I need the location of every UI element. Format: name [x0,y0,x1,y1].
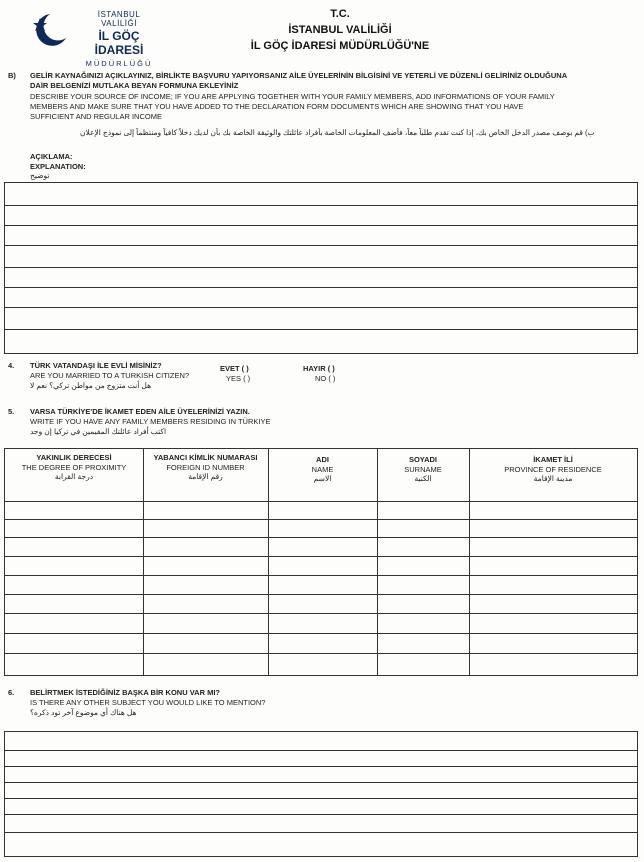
col-header-name [268,455,377,484]
table-row[interactable] [5,653,637,654]
q4-yes-tr[interactable]: EVET ( ) [220,364,249,373]
header-tc: T.C. [330,8,350,20]
table-row[interactable] [5,501,637,502]
logo-line3: MÜDÜRLÜĞÜ [85,59,153,68]
explanation-label-ar: توضيح [30,171,50,180]
writing-line [5,307,637,308]
writing-line [5,832,637,833]
writing-line [5,766,637,767]
q4-ar: هل أنت متزوج من مواطن تركي؟ نعم لا [30,381,152,390]
q6-en: IS THERE ANY OTHER SUBJECT YOU WOULD LIKE TO MENTION? [30,698,266,707]
table-row[interactable] [5,613,637,614]
col-header-en: PROVINCE OF RESIDENCE [504,464,602,474]
header-valilik: İSTANBUL VALİLİĞİ [288,24,392,36]
table-row[interactable] [5,556,637,557]
table-row[interactable] [5,633,637,634]
col-header-tr: İKAMET İLİ [533,455,573,464]
section-b-tr-line1: GELİR KAYNAĞINIZI AÇIKLAYINIZ, BİRLİKTE BAŞVURU YAPIYORSANIZ AİLE ÜYELERİNİN BİLGİSİNİ VE YETERLİ VE DÜZENLİ GELİRİNİZ OLDUĞUNA [30,71,568,80]
logo-line2: İL GÖÇ İDARESİ [94,29,144,57]
q6-number: 6. [8,688,15,697]
col-header-province [469,455,637,484]
q4-en: ARE YOU MARRIED TO A TURKISH CITIZEN? [30,371,190,380]
crescent-star-logo-icon [30,8,70,54]
table-row[interactable] [5,594,637,595]
writing-line [5,225,637,226]
col-header-ar: مدينة الإقامة [533,474,573,483]
explanation-label-en: EXPLANATION: [30,162,86,171]
writing-line [5,205,637,206]
writing-line [5,287,637,288]
writing-line [5,782,637,783]
header-mudurluk: İL GÖÇ İDARESİ MÜDÜRLÜĞÜ'NE [250,40,430,52]
section-b-tr-line2: DAİR BELGENİZİ MUTLAKA BEYAN FORMUNA EKLEYİNİZ [30,81,239,90]
writing-line [5,814,637,815]
col-header-ar: الاسم [313,474,332,483]
col-header-ar: رقم الإقامة [188,472,223,481]
q4-number: 4. [8,361,15,370]
col-header-ar: الكنية [414,474,432,483]
col-header-en: SURNAME [404,464,442,474]
section-b-en-line2: MEMBERS AND MAKE SURE THAT YOU HAVE ADDED TO THE DECLARATION FORM DOCUMENTS WHICH ARE SHOWING THAT YOU HAVE [30,102,524,111]
col-header-tr: ADI [316,455,329,464]
table-row[interactable] [5,575,637,576]
q4-no-en[interactable]: NO ( ) [315,374,336,383]
col-header-foreign-id [143,453,268,482]
col-header-surname [377,455,469,484]
q4-no-tr[interactable]: HAYIR ( ) [303,364,335,373]
col-header-ar: درجة القرابة [54,472,94,481]
logo-line1: İSTANBUL VALİLİĞİ [97,10,141,28]
col-header-tr: YAKINLIK DERECESİ [36,453,112,462]
q5-number: 5. [8,407,15,416]
family-members-table [4,448,638,676]
q5-tr: VARSA TÜRKİYE'DE İKAMET EDEN AİLE ÜYELERİNİZİ YAZIN. [30,407,250,416]
col-header-en: FOREIGN ID NUMBER [166,462,245,472]
col-header-tr: YABANCI KİMLİK NUMARASI [153,453,258,462]
section-b-en-line1: DESCRIBE YOUR SOURCE OF INCOME; IF YOU ARE APPLYING TOGETHER WITH YOUR FAMILY MEMBERS, ADD INFORMATIONS OF YOUR FAMILY [30,92,555,101]
q5-ar: اكتب أفراد عائلتك المقيمين في تركيا إن وجد [30,427,167,436]
writing-line [5,267,637,268]
table-row[interactable] [5,519,637,520]
other-subject-box[interactable] [4,731,638,857]
writing-line [5,329,637,330]
writing-line [5,798,637,799]
section-b-ar-line: ب) قم بوصف مصدر الدخل الخاص بك، إذا كنت تقدم طلباً معاً، فأضف المعلومات الخاصة بأفراد عائلتك والوثيقة الخاصة بك بأن لديك دخلاً كافياً ومنتظماً إلى نموذج الإعلان [80,128,595,137]
q4-tr: TÜRK VATANDAŞI İLE EVLİ MİSİNİZ? [30,361,162,370]
table-row[interactable] [5,537,637,538]
q4-yes-en[interactable]: YES ( ) [226,374,251,383]
writing-line [5,750,637,751]
q6-tr: BELİRTMEK İSTEDİĞİNİZ BAŞKA BİR KONU VAR MI? [30,688,220,697]
explanation-label-tr: AÇIKLAMA: [30,152,73,161]
col-header-en: NAME [311,464,334,474]
table-col-separator [143,449,144,675]
col-header-proximity [5,453,143,482]
col-header-tr: SOYADI [408,455,438,464]
explanation-box[interactable] [4,182,638,354]
q6-ar: هل هناك أي موضوع آخر تود ذكره؟ [30,708,137,717]
logo-text [80,10,158,68]
q5-en: WRITE IF YOU HAVE ANY FAMILY MEMBERS RESIDING IN TÜRKIYE [30,417,271,426]
col-header-en: THE DEGREE OF PROXIMITY [21,462,127,472]
writing-line [5,245,637,246]
section-b-number: B) [8,71,16,80]
section-b-en-line3: SUFFICIENT AND REGULAR INCOME [30,112,162,121]
